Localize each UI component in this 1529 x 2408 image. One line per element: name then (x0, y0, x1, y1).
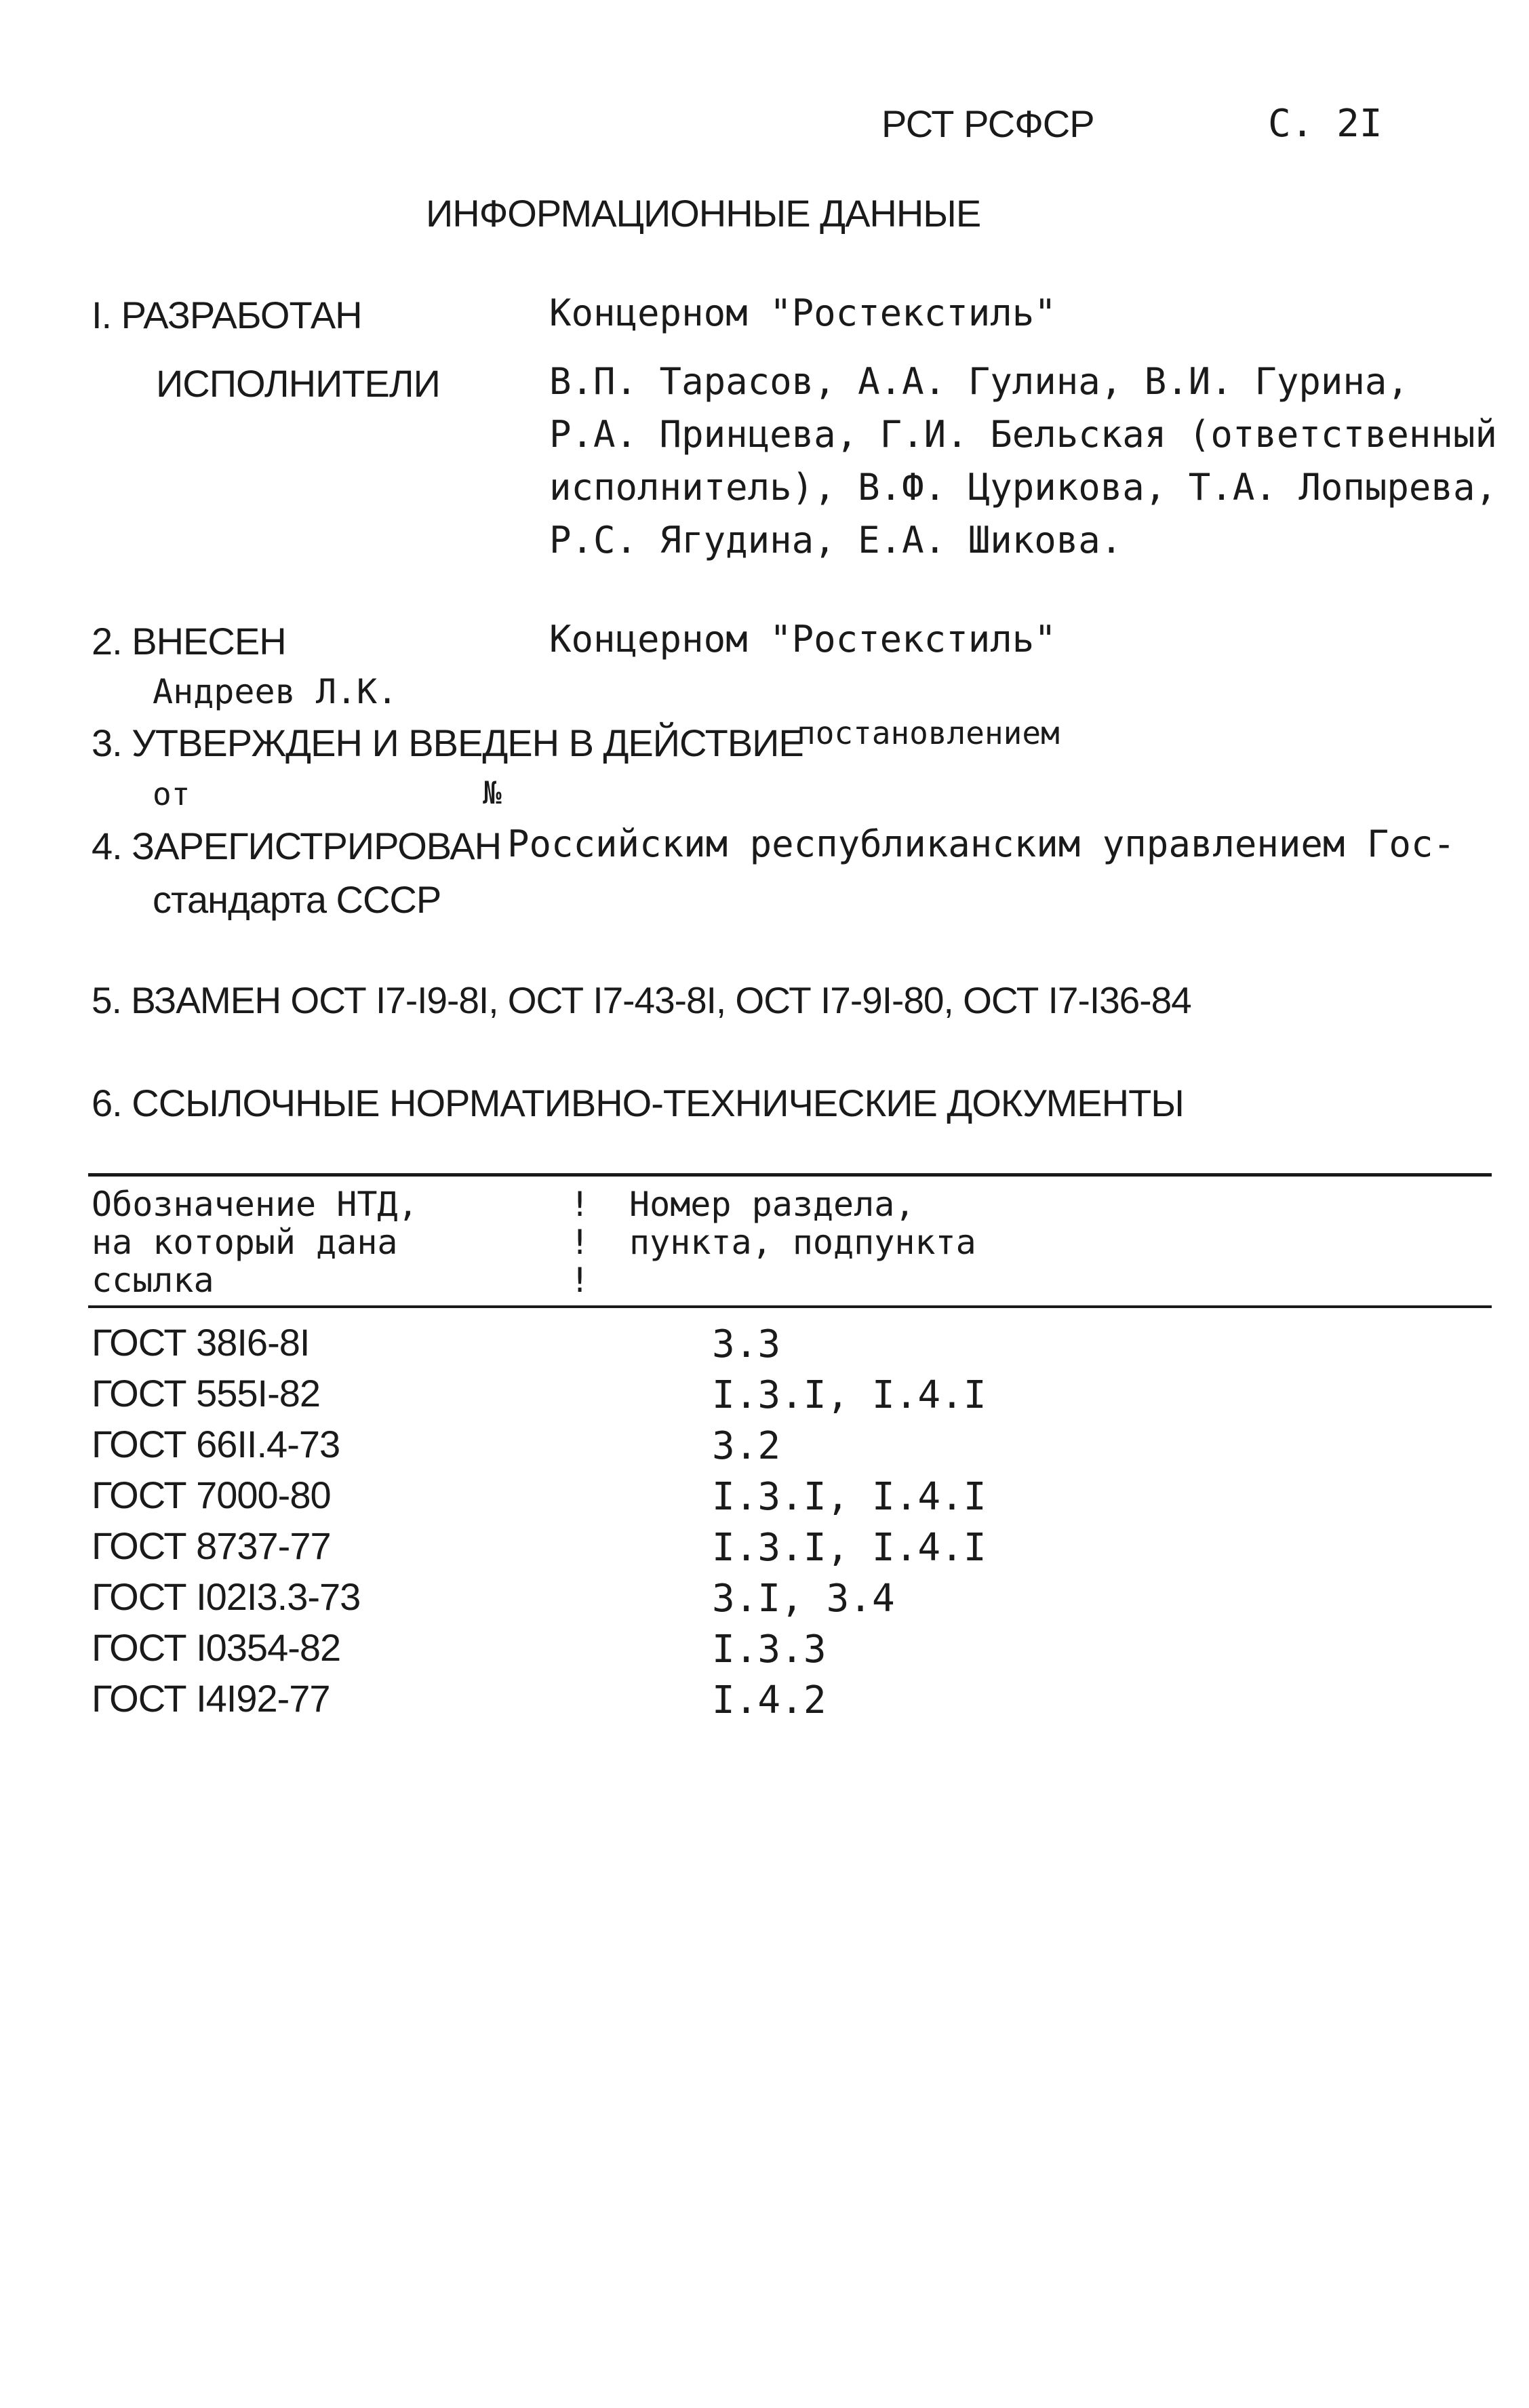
approved-value: постановлением (797, 715, 1060, 751)
approved-label: 3. УТВЕРЖДЕН И ВВЕДЕН В ДЕЙСТВИЕ (92, 722, 803, 764)
row-section: 3.3 (712, 1322, 781, 1366)
col2-header-line: пункта, подпункта (629, 1223, 976, 1262)
table-header-rule (88, 1305, 1492, 1308)
row-doc: ГОСТ I02I3.3-73 (92, 1575, 361, 1618)
col1-header-line: на который дана (92, 1223, 398, 1262)
developed-value: Концерном "Ростекстиль" (549, 292, 1056, 334)
table-header-separator (570, 1185, 590, 1299)
executors-line-4: Р.С. Ягудина, Е.А. Шикова. (549, 519, 1123, 561)
row-doc: ГОСТ 555I-82 (92, 1372, 321, 1415)
introduced-value: Концерном "Ростекстиль" (549, 618, 1056, 660)
row-section: I.3.I, I.4.I (712, 1373, 987, 1417)
document-code: РСТ РСФСР (881, 102, 1094, 145)
row-section: 3.I, 3.4 (712, 1577, 895, 1621)
row-section: 3.2 (712, 1424, 781, 1468)
table-header-col2 (629, 1185, 976, 1261)
row-doc: ГОСТ I0354-82 (92, 1626, 341, 1669)
row-section: I.3.I, I.4.I (712, 1526, 987, 1570)
executors-line-3: исполнитель), В.Ф. Цурикова, Т.А. Лопырева, (549, 466, 1497, 509)
page-title: ИНФОРМАЦИОННЫЕ ДАННЫЕ (426, 192, 981, 235)
row-doc: ГОСТ 38I6-8I (92, 1321, 310, 1364)
row-doc: ГОСТ 7000-80 (92, 1474, 331, 1516)
executors-line-2: Р.А. Принцева, Г.И. Бельская (ответственный (549, 413, 1497, 456)
col1-header-line: Обозначение НТД, (92, 1185, 418, 1224)
page-number: С. 2I (1268, 102, 1383, 146)
col1-header-line: ссылка (92, 1261, 214, 1300)
developed-label: I. РАЗРАБОТАН (92, 294, 362, 336)
executors-label: ИСПОЛНИТЕЛИ (156, 362, 440, 405)
row-section: I.4.2 (712, 1678, 827, 1722)
separator-mark: ! (570, 1185, 591, 1224)
separator-mark: ! (570, 1261, 591, 1300)
introduced-label: 2. ВНЕСЕН (92, 620, 286, 663)
executors-line-1: В.П. Тарасов, А.А. Гулина, В.И. Гурина, (549, 360, 1409, 403)
separator-mark: ! (570, 1223, 591, 1262)
table-header-col1 (92, 1185, 418, 1299)
col2-header-line: Номер раздела, (629, 1185, 915, 1224)
introduced-person: Андреев Л.К. (153, 672, 398, 711)
approved-from-label: от (153, 776, 191, 812)
references-heading: 6. ССЫЛОЧНЫЕ НОРМАТИВНО-ТЕХНИЧЕСКИЕ ДОКУМЕНТЫ (92, 1082, 1184, 1124)
approved-number-label: № (483, 774, 502, 811)
registered-label: 4. ЗАРЕГИСТРИРОВАН (92, 825, 502, 867)
replaced-text: 5. ВЗАМЕН ОСТ I7-I9-8I, ОСТ I7-43-8I, ОСТ I7-9I-80, ОСТ I7-I36-84 (92, 979, 1191, 1021)
row-section: I.3.3 (712, 1627, 827, 1672)
row-doc: ГОСТ 66II.4-73 (92, 1423, 340, 1465)
row-doc: ГОСТ I4I92-77 (92, 1677, 330, 1720)
row-section: I.3.I, I.4.I (712, 1475, 987, 1519)
registered-value-cont: стандарта СССР (153, 878, 441, 921)
table-top-rule (88, 1173, 1492, 1177)
registered-value: Российским республиканским управлением Гос- (507, 823, 1455, 865)
row-doc: ГОСТ 8737-77 (92, 1524, 331, 1567)
